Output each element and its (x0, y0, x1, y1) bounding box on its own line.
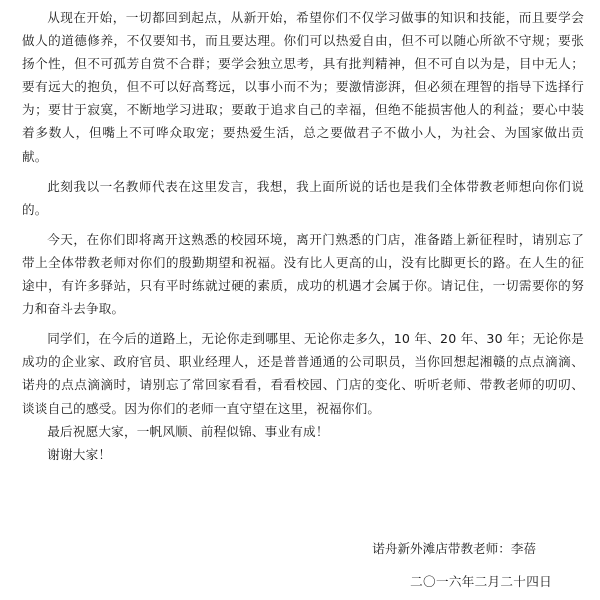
date-line: 二〇一六年二月二十四日 (410, 574, 552, 589)
paragraph-classmates: 同学们，在今后的道路上，无论你走到哪里、无论你走多久，10 年、20 年、30 年；无论你是成功的企业家、政府官员、职业经理人，还是普普通通的公司职员，当你回想起湘赣的点点滴滴、诺舟的点点滴滴时，请别忘了常回家看看，看看校园、门店的变化、听听老师、带教老师的叨叨、谈谈自己的感受。因为你们的老师一直守望在这里，祝福你们。 (22, 331, 584, 416)
paragraph-thanks: 谢谢大家！ (47, 446, 112, 462)
paragraph-teacher-representative: 此刻我以一名教师代表在这里发言，我想，我上面所说的话也是我们全体带教老师想向你们说的。 (22, 178, 584, 217)
paragraph-today: 今天，在你们即将离开这熟悉的校园环境，离开门熟悉的门店，准备踏上新征程时，请别忘了带上全体带教老师对你们的殷勤期望和祝福。没有比人更高的山，没有比脚更长的路。在人生的征途中，有许多驿站，只有平时练就过硬的素质，成功的机遇才会属于你。请记住，一切需要你的努力和奋斗去争取。 (22, 231, 584, 317)
paragraph-best-wishes: 最后祝愿大家，一帆风顺、前程似锦、事业有成！ (47, 423, 329, 439)
paragraph-opening: 从现在开始，一切都回到起点，从新开始，希望你们不仅学习做事的知识和技能，而且要学会做人的道德修养，不仅要知书，而且要达理。你们可以热爱自由，但不可以随心所欲不守规；要张扬个性，但不可孤芳自赏不合群；要学会独立思考，具有批判精神，但不可自以为是，目中无人；要有远大的抱负，但不可以好高骛远，以事小而不为；要激情澎湃，但必须在理智的指导下选择行为；要甘于寂寞，不断地学习进取；要敢于追求自己的幸福，但绝不能损害他人的利益；要心中装着多数人，但嘴上不可哗众取宠；要热爱生活，总之要做君子不做小人，为社会、为国家做出贡献。 (22, 10, 584, 164)
signature-line: 诺舟新外滩店带教老师：李蓓 (372, 541, 536, 556)
speech-body (22, 6, 584, 466)
